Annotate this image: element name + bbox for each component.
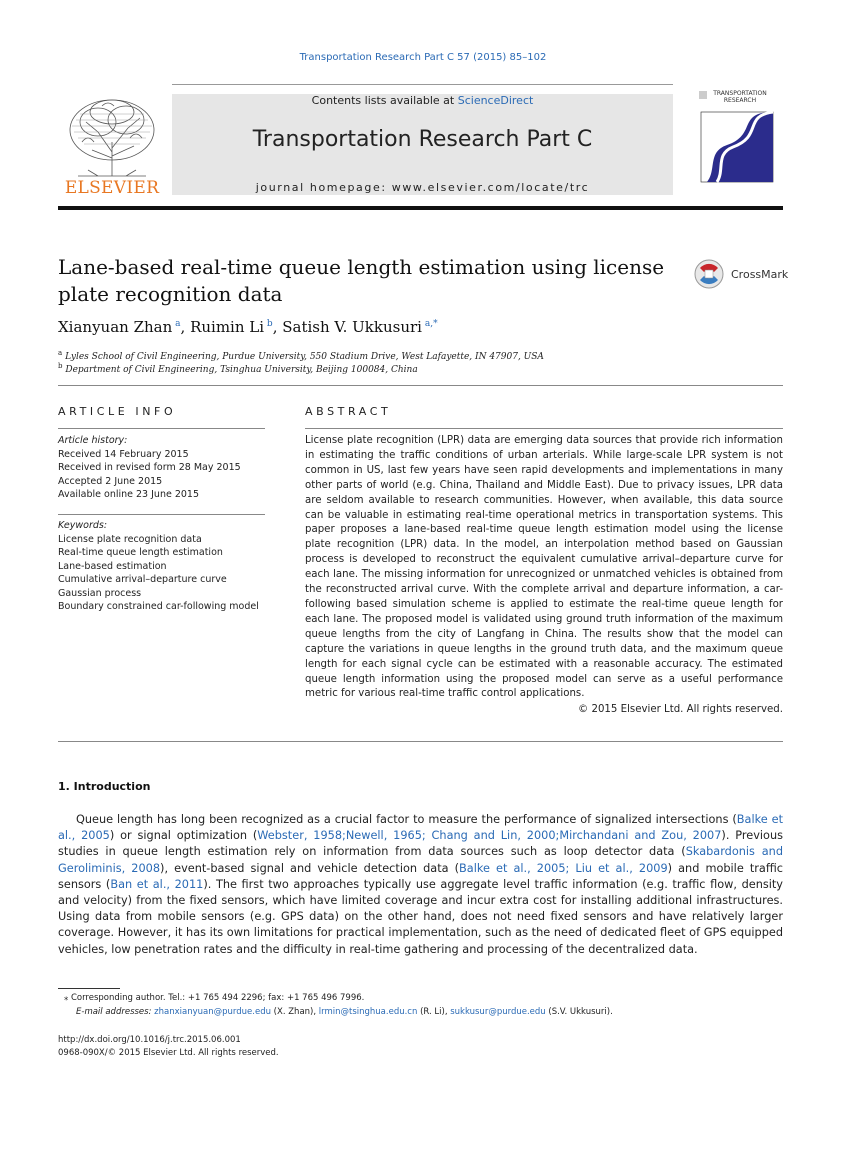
email-owner: (S.V. Ukkusuri). (545, 1007, 613, 1017)
journal-cover-thumbnail (697, 90, 783, 200)
email-link[interactable]: sukkusur@purdue.edu (450, 1007, 546, 1017)
crossmark-icon[interactable] (694, 258, 724, 290)
corresponding-author-note: ⁎ Corresponding author. Tel.: +1 765 494 2296; fax: +1 765 496 7996. (64, 993, 365, 1003)
history-item: Accepted 2 June 2015 (58, 475, 163, 487)
affiliation-mark: b (58, 362, 63, 370)
paper-title-line-1: Lane-based real-time queue length estimation using license (58, 255, 665, 279)
section-rule (58, 741, 783, 742)
journal-citation[interactable]: Transportation Research Part C 57 (2015) 85–102 (299, 52, 547, 63)
keywords-rule (58, 514, 265, 515)
journal-title: Transportation Research Part C (252, 127, 593, 152)
author-name: Ruimin Li (190, 318, 265, 336)
email-label: E-mail addresses: (76, 1007, 152, 1017)
author-affiliation-mark[interactable]: b (266, 319, 273, 329)
abstract-text: License plate recognition (LPR) data are emerging data sources that provide rich information in estimating the traffic conditions of urban arterials. While large-scale LPR system is not common in US, last few years have seen rapid developments and implementations in many other parts of world (e.g. China, Thailand and Middle East). Due to privacy issues, LPR data are seldom available to research communities. However, when available, this data source can be valuable in estimating real-time operational metrics in transportation systems. This paper proposes a lane-based real-time queue length estimation model using the license plate recognition (LPR) data. In the model, an interpolation method based on Gaussian process is developed to reconstruct the equivalent cumulative arrival–departure curve for each lane. The missing information for unrecognized or unmatched vehicles is obtained from the reconstructed arrival curve. With the complete arrival and departure information, a car-following based simulation scheme is applied to estimate the real-time queue length for each lane. The proposed model is validated using ground truth information of the maximum queue lengths from the city of Langfang in China. The results show that the model can capture the variations in queue lengths in the ground truth data, and the maximum queue length for each signal cycle can be estimated with a reasonable accuracy. The estimated queue length information using the proposed model can serve as a useful performance metric for various real-time traffic control applications. (305, 435, 783, 700)
article-info-heading: ARTICLE INFO (58, 405, 177, 418)
introduction-paragraph (58, 812, 783, 958)
email-addresses (76, 1007, 613, 1017)
email-link[interactable]: zhanxianyuan@purdue.edu (154, 1007, 271, 1017)
author-name: Satish V. Ukkusuri (282, 318, 422, 336)
doi-link[interactable]: http://dx.doi.org/10.1016/j.trc.2015.06.001 (58, 1035, 241, 1045)
history-label: Article history: (58, 435, 128, 446)
sciencedirect-link[interactable]: ScienceDirect (457, 94, 534, 107)
paper-title (58, 254, 678, 308)
cover-title: TRANSPORTATION RESEARCH (713, 90, 767, 104)
keyword-item: Cumulative arrival–departure curve (58, 574, 227, 585)
header-rule (172, 84, 673, 85)
abstract-copyright: © 2015 Elsevier Ltd. All rights reserved. (578, 704, 783, 715)
intro-text: ) and mobile traffic sensors ( (58, 861, 783, 891)
abstract-heading: ABSTRACT (305, 405, 392, 418)
footnote-rule (58, 988, 120, 989)
history-item: Received in revised form 28 May 2015 (58, 462, 241, 473)
author-affiliation-mark[interactable]: a (175, 319, 181, 329)
author-name: Xianyuan Zhan (58, 318, 173, 336)
keywords-label: Keywords: (58, 520, 108, 531)
issn-copyright: 0968-090X/© 2015 Elsevier Ltd. All rights reserved. (58, 1048, 279, 1058)
section-rule (58, 385, 783, 386)
affiliation-text: Department of Civil Engineering, Tsinghua University, Beijing 100084, China (65, 365, 418, 375)
header-heavy-rule (58, 206, 783, 210)
intro-text: ). The first two approaches typically use aggregate level traffic information (e.g. traffic flow, density and velocity) from the fixed sensors, which have limited coverage and incur extra cost for installing additional infrastructures. Using data from mobile sensors (e.g. GPS data) on the other hand, does not need fixed sensors and have relatively larger coverage. However, it has its own limitations for practical implementation, such as the need of dedicated fleet of GPS equipped vehicles, low penetration rates and the difficulty in real-time gathering and processing of the decentralized data. (58, 877, 783, 956)
keyword-item: Gaussian process (58, 587, 142, 599)
intro-text: ), event-based signal and vehicle detection data ( (160, 861, 460, 875)
citation-link[interactable]: Balke et al., 2005 (58, 813, 783, 843)
journal-homepage[interactable]: journal homepage: www.elsevier.com/locate/trc (255, 181, 590, 194)
contents-line (172, 94, 673, 107)
email-owner: (X. Zhan), (270, 1007, 319, 1017)
crossmark-label[interactable]: CrossMark (731, 268, 789, 281)
author-affiliation-mark[interactable]: a,* (424, 319, 438, 329)
citation-link[interactable]: Webster, 1958;Newell, 1965; Chang and Lin, 2000;Mirchandani and Zou, 2007 (257, 829, 722, 843)
elsevier-wordmark: ELSEVIER (64, 178, 160, 198)
author-list: Xianyuan Zhan $^a$, Ruimin Li $^b$, Satish V. Ukkusuri $^{a,*}$ (58, 318, 438, 336)
intro-text: ). Previous studies in queue length estimation rely on information from data sources such as loop detector data ( (58, 829, 784, 859)
citation-link[interactable]: Balke et al., 2005; Liu et al., 2009 (459, 861, 668, 875)
affiliation-a (58, 349, 544, 362)
article-info-rule (58, 428, 265, 429)
keywords (58, 519, 265, 614)
intro-text: ) or signal optimization ( (109, 829, 258, 843)
history-item: Available online 23 June 2015 (58, 489, 200, 500)
keyword-item: Lane-based estimation (58, 560, 167, 572)
introduction-heading: 1. Introduction (58, 780, 151, 793)
keyword-item: License plate recognition data (58, 533, 202, 545)
paper-title-line-2: plate recognition data (58, 282, 283, 306)
affiliation-b (58, 362, 418, 375)
intro-text: Queue length has long been recognized as a crucial factor to measure the performance of signalized intersections ( (76, 813, 737, 826)
email-owner: (R. Li), (417, 1007, 451, 1017)
affiliation-mark: a (58, 349, 63, 357)
affiliation-text: Lyles School of Civil Engineering, Purdue University, 550 Stadium Drive, West Lafayette, IN 47907, USA (65, 352, 544, 362)
keyword-item: Boundary constrained car-following model (58, 601, 259, 612)
citation-link[interactable]: Ban et al., 2011 (110, 877, 204, 891)
email-link[interactable]: lrmin@tsinghua.edu.cn (318, 1007, 418, 1017)
contents-prefix: Contents lists available at (311, 94, 458, 107)
article-history (58, 434, 265, 502)
history-item: Received 14 February 2015 (58, 448, 189, 460)
abstract-rule (305, 428, 783, 429)
citation-link[interactable]: Skabardonis and Geroliminis, 2008 (58, 845, 783, 875)
keyword-item: Real-time queue length estimation (58, 547, 223, 558)
